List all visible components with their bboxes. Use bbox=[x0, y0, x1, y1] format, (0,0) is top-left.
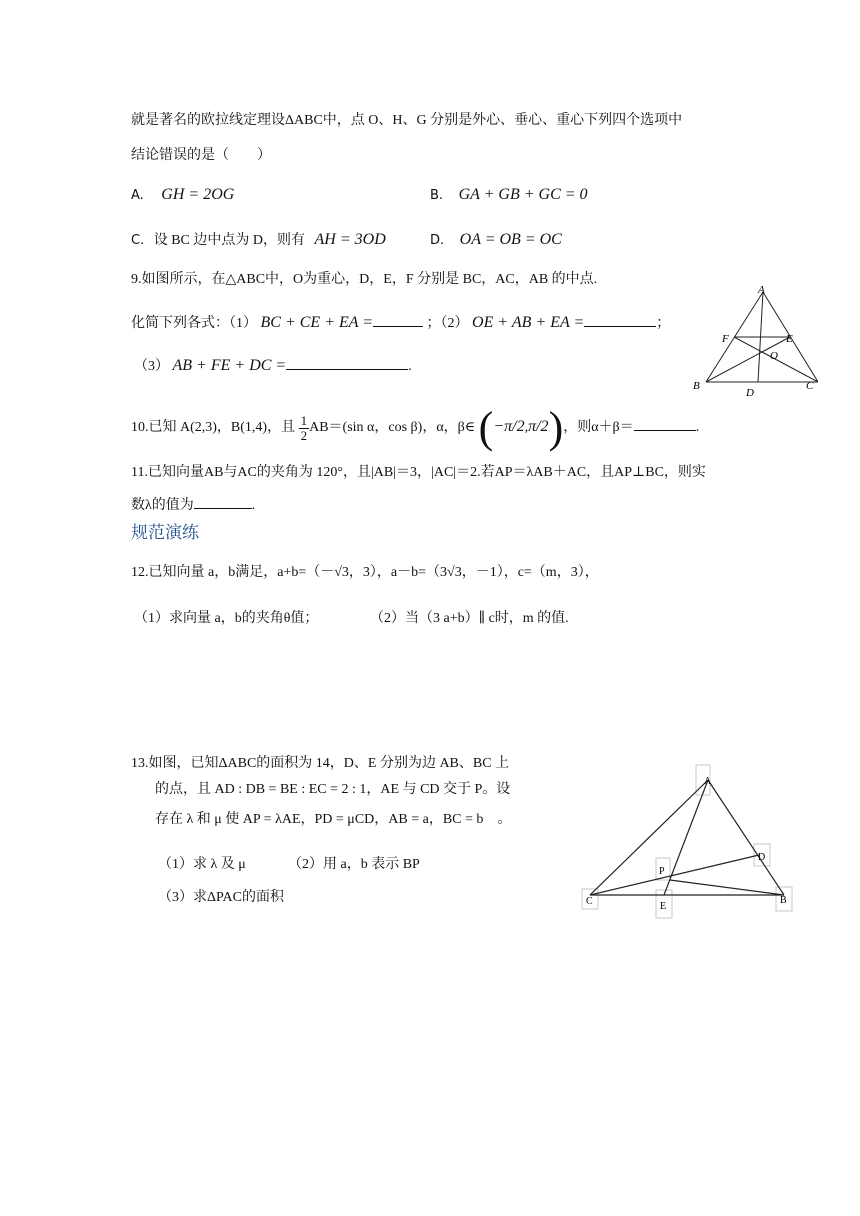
q13-triangle-figure bbox=[578, 762, 800, 922]
q8-line2: 结论错误的是（ ） bbox=[131, 148, 271, 163]
answer-blank-9-1[interactable] bbox=[373, 312, 423, 327]
fig13-label-b: B bbox=[780, 895, 787, 906]
q12-line1: 12.已知向量 a，b满足，a+b=（－√3，3），a－b=（3√3，－1），c=（m，3）， bbox=[131, 565, 599, 580]
q9-line3: （3） AB + FE + DC = . bbox=[134, 357, 412, 374]
q10-half-fraction: $\frac{1}{2}$ bbox=[300, 412, 308, 443]
q12-part1: （1）求向量 a，b的夹角θ值； bbox=[134, 611, 319, 626]
fig9-label-f: F bbox=[722, 333, 729, 345]
q13-part1: （1）求 λ 及 μ bbox=[158, 857, 246, 872]
fig13-label-p: P bbox=[659, 866, 665, 877]
q9-line2: 化简下列各式：（1） BC + CE + EA = ；（2） OE + AB + EA = ； bbox=[131, 314, 671, 331]
q13-line1: 13.如图，已知ΔABC的面积为 14，D、E 分别为边 AB、BC 上 bbox=[131, 756, 510, 771]
q8-option-b: B. GA + GB + GC = 0 bbox=[430, 186, 588, 203]
q13-line2: 的点，且 AD : DB = BE : EC = 2 : 1，AE 与 CD 交于 P。设 bbox=[155, 782, 511, 797]
q9-line1: 9.如图所示，在△ABC中，O为重心，D，E，F 分别是 BC，AC，AB 的中点. bbox=[131, 272, 598, 287]
answer-blank-9-3[interactable] bbox=[286, 355, 408, 370]
fig9-label-e: E bbox=[786, 333, 793, 345]
q12-part2: （2）当（3 a+b）∥ c时，m 的值. bbox=[370, 611, 569, 626]
q13-part2: （2）用 a，b 表示 BP bbox=[288, 857, 420, 872]
fig13-label-e: E bbox=[660, 901, 667, 912]
fig9-label-o: O bbox=[770, 350, 778, 362]
fig9-label-d: D bbox=[746, 387, 754, 399]
q9-triangle-figure bbox=[688, 282, 818, 402]
fig13-label-c: C bbox=[586, 896, 593, 907]
q8-option-d: D. OA = OB = OC bbox=[430, 231, 562, 248]
q10-line: 10.已知 A(2,3)，B(1,4)，且 $\frac{1}{2}$ AB＝(sin α，cos β)，α，β∈ (−π/2,π/2)，则α＋β＝ . bbox=[131, 403, 700, 452]
answer-blank-9-2[interactable] bbox=[584, 312, 656, 327]
q11-line1: 11.已知向量AB与AC的夹角为 120°，且|AB|＝3，|AC|＝2.若AP＝λAB＋AC，且AP⊥BC，则实 bbox=[131, 465, 706, 480]
q11-line2: 数λ的值为 . bbox=[131, 494, 255, 516]
q8-line1: 就是著名的欧拉线定理设ΔABC中，点 O、H、G 分别是外心、垂心、重心下列四个选项中 bbox=[131, 113, 683, 128]
fig9-label-c: C bbox=[806, 380, 814, 392]
q8-option-a: A. GH = 2OG bbox=[131, 186, 235, 203]
q8-option-c: C. 设 BC 边中点为 D，则有 AH = 3OD bbox=[131, 231, 386, 248]
q13-part3: （3）求ΔPAC的面积 bbox=[158, 890, 284, 905]
answer-blank-11[interactable] bbox=[194, 494, 252, 509]
fig9-label-a: A bbox=[758, 284, 765, 296]
answer-blank-10[interactable] bbox=[634, 416, 696, 431]
fig13-label-d: D bbox=[758, 852, 766, 863]
q13-line3: 存在 λ 和 μ 使 AP = λAE，PD = μCD，AB = a，BC = b 。 bbox=[155, 812, 512, 827]
section-heading: 规范演练 bbox=[131, 523, 199, 543]
fig13-label-a: A bbox=[704, 776, 712, 787]
fig9-label-b: B bbox=[693, 380, 700, 392]
